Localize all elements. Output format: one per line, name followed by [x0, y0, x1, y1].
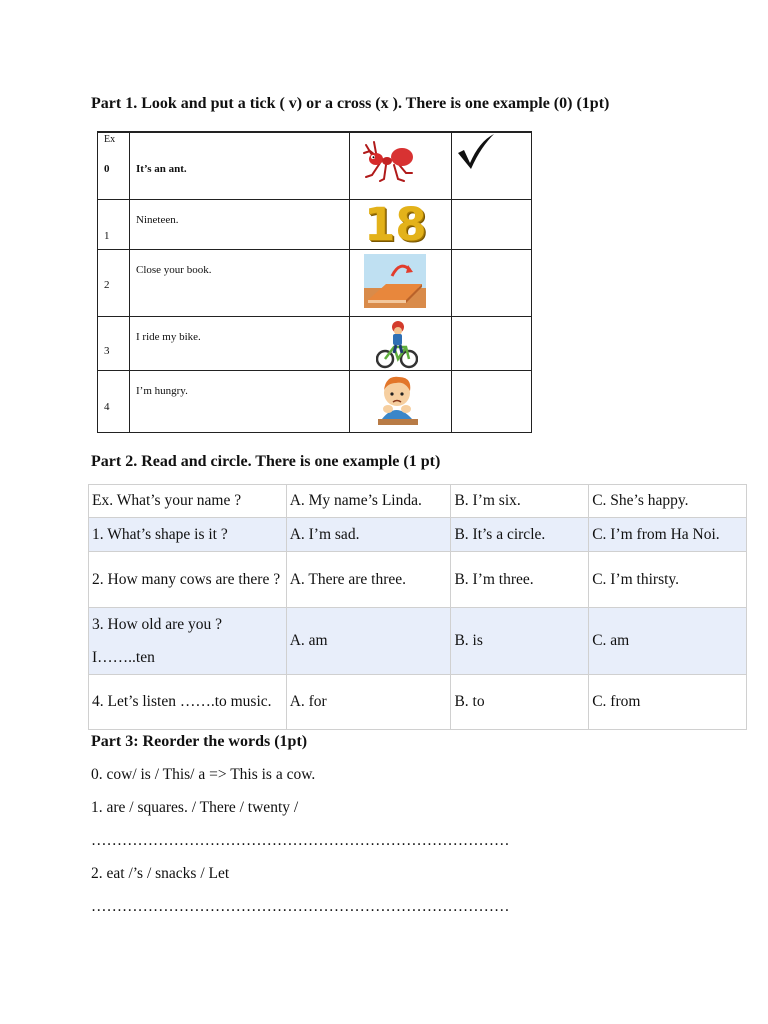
- table-row: [89, 675, 747, 730]
- option-a[interactable]: A. My name’s Linda.: [286, 485, 451, 518]
- option-a[interactable]: A. I’m sad.: [286, 518, 451, 552]
- row-number: 4: [104, 401, 110, 413]
- question-cell: 1. What’s shape is it ?: [89, 518, 287, 552]
- table-row: [89, 608, 747, 675]
- option-c[interactable]: C. I’m from Ha Noi.: [589, 518, 747, 552]
- answer-blank[interactable]: ………………………………………………………………………: [91, 832, 510, 849]
- option-b[interactable]: B. I’m six.: [451, 485, 589, 518]
- check-icon: [456, 133, 496, 176]
- row-text: I ride my bike.: [136, 331, 201, 343]
- answer-blank[interactable]: ………………………………………………………………………: [91, 898, 510, 915]
- option-c[interactable]: C. She’s happy.: [589, 485, 747, 518]
- table-row: [89, 485, 747, 518]
- option-a[interactable]: A. am: [286, 608, 451, 675]
- option-c[interactable]: C. from: [589, 675, 747, 730]
- question-cell: Ex. What’s your name ?: [89, 485, 287, 518]
- example-label: Ex: [104, 134, 116, 145]
- question-line: 2. eat /’s / snacks / Let: [91, 865, 230, 882]
- option-b[interactable]: B. to: [451, 675, 589, 730]
- row-number: 0: [104, 163, 110, 175]
- table-row: [89, 552, 747, 608]
- question-line: 1. are / squares. / There / twenty /: [91, 799, 299, 816]
- question-cell: [89, 608, 287, 675]
- option-a[interactable]: A. for: [286, 675, 451, 730]
- example-line: 0. cow/ is / This/ a => This is a cow.: [91, 766, 316, 783]
- child-bike-icon: [376, 319, 418, 374]
- row-text: Close your book.: [136, 264, 212, 276]
- ant-icon: [360, 139, 418, 188]
- table-row: [98, 316, 531, 371]
- number-18-icon: 18: [364, 198, 427, 251]
- table-row: [98, 199, 531, 250]
- option-b[interactable]: B. I’m three.: [451, 552, 589, 608]
- option-b[interactable]: B. is: [451, 608, 589, 675]
- hungry-boy-icon: [372, 373, 422, 432]
- row-text: It’s an ant.: [136, 163, 187, 175]
- question-cell: 2. How many cows are there ?: [89, 552, 287, 608]
- part3-heading: Part 3: Reorder the words (1pt): [91, 733, 308, 750]
- part2-table: [88, 484, 747, 730]
- part2-heading: Part 2. Read and circle. There is one example (1 pt): [91, 453, 441, 470]
- row-number: 1: [104, 230, 110, 242]
- table-row: [89, 518, 747, 552]
- row-number: 2: [104, 279, 110, 291]
- option-a[interactable]: A. There are three.: [286, 552, 451, 608]
- part1-table: [97, 131, 532, 433]
- question-blank: I……..ten: [92, 648, 155, 666]
- row-number: 3: [104, 345, 110, 357]
- option-c[interactable]: C. I’m thirsty.: [589, 552, 747, 608]
- option-b[interactable]: B. It’s a circle.: [451, 518, 589, 552]
- table-row: [98, 132, 531, 200]
- closing-book-icon: [364, 254, 426, 313]
- table-row: [98, 370, 531, 431]
- row-text: I’m hungry.: [136, 385, 188, 397]
- option-c[interactable]: C. am: [589, 608, 747, 675]
- row-text: Nineteen.: [136, 214, 179, 226]
- table-row: [98, 249, 531, 317]
- part1-heading: Part 1. Look and put a tick ( v) or a cross (x ). There is one example (0) (1pt): [91, 95, 610, 112]
- question-text: 3. How old are you ?: [92, 615, 222, 633]
- question-cell: 4. Let’s listen …….to music.: [89, 675, 287, 730]
